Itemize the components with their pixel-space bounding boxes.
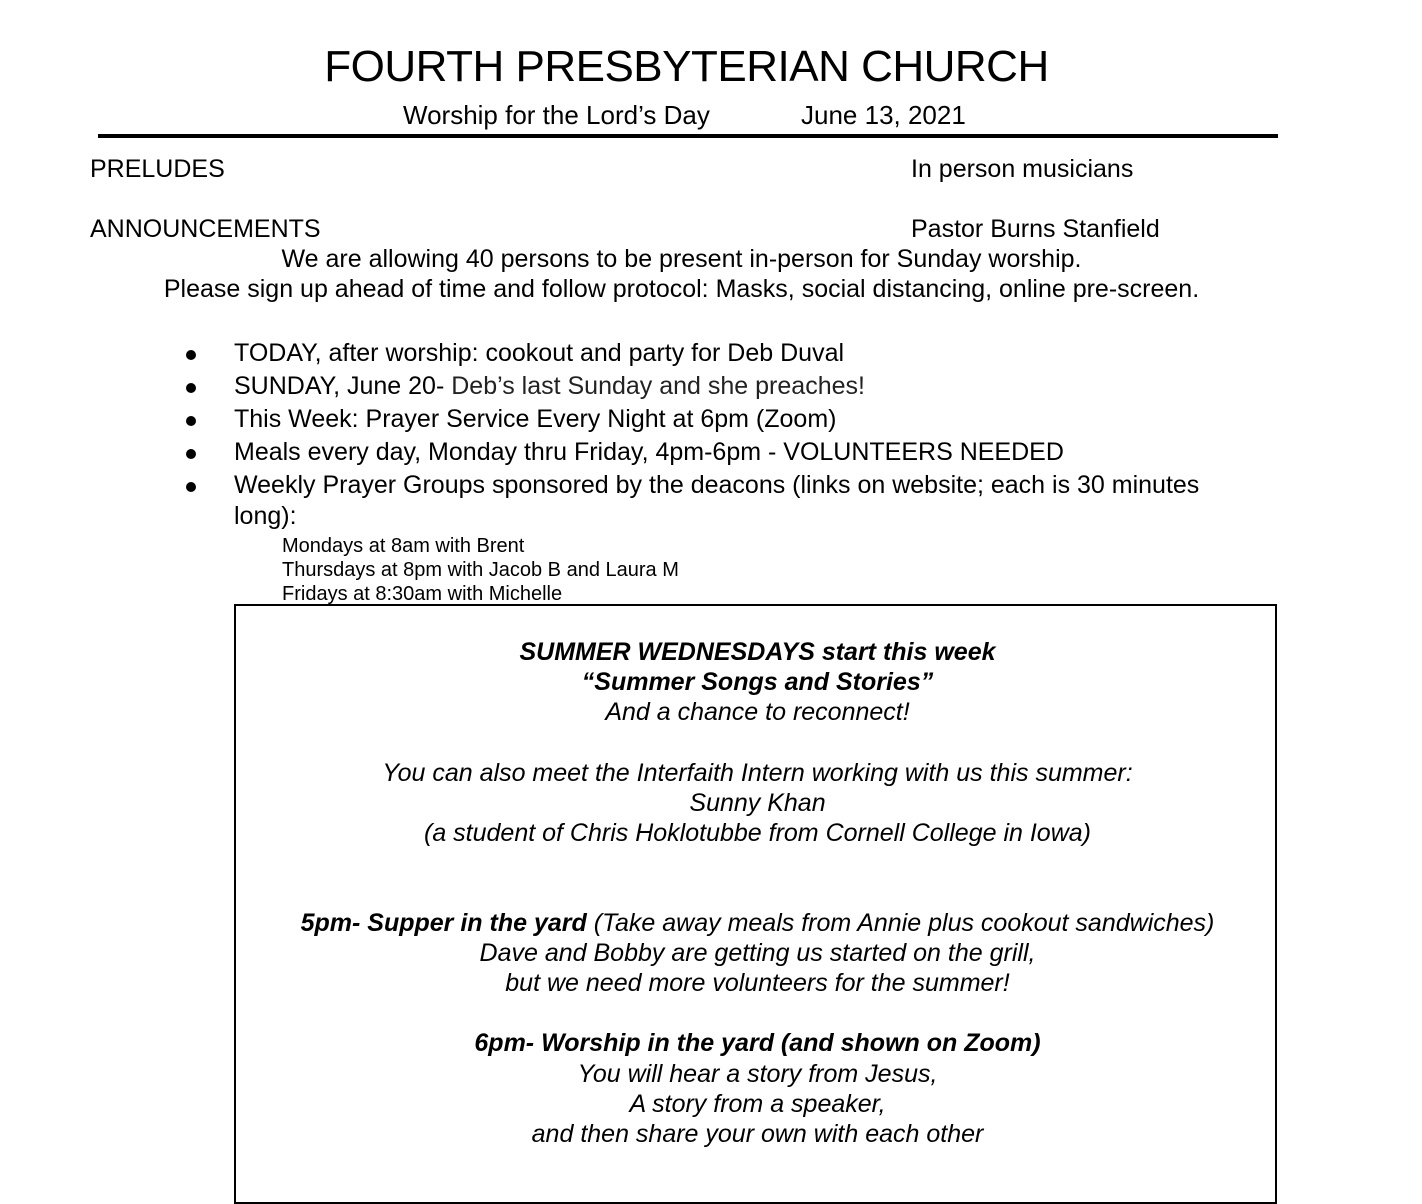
list-item-text: Weekly Prayer Groups sponsored by the deacons (links on website; each is 30 minutes long): xyxy=(234,471,1200,530)
supper-line xyxy=(236,909,1279,938)
box-headline: SUMMER WEDNESDAYS start this week xyxy=(519,638,996,666)
list-item-text: TODAY, after worship: cookout and party for Deb Duval xyxy=(234,339,845,367)
page-title: FOURTH PRESBYTERIAN CHURCH xyxy=(324,42,1049,91)
order-item-announcements-leader: Pastor Burns Stanfield xyxy=(911,215,1160,243)
order-item-preludes: PRELUDES xyxy=(90,155,225,183)
list-item xyxy=(186,338,1266,369)
supper-note: (Take away meals from Annie plus cookout sandwiches) xyxy=(586,909,1215,937)
list-item xyxy=(186,404,1266,435)
order-item-announcements: ANNOUNCEMENTS xyxy=(90,215,321,243)
worship-line-3: A story from a speaker, xyxy=(629,1090,886,1118)
protocol-note: Please sign up ahead of time and follow protocol: Masks, social distancing, online pre-screen. xyxy=(163,275,1200,303)
prayer-group: Fridays at 8:30am with Michelle xyxy=(282,583,563,605)
header-rule xyxy=(98,134,1278,138)
bullet-icon xyxy=(186,350,196,360)
supper-line-3: but we need more volunteers for the summer! xyxy=(505,969,1010,997)
bullet-icon xyxy=(186,482,196,492)
attendance-note: We are allowing 40 persons to be present in-person for Sunday worship. xyxy=(281,245,1082,273)
box-series: “Summer Songs and Stories” xyxy=(581,668,934,696)
list-item-text: SUNDAY, June 20- xyxy=(234,372,452,400)
summer-wednesdays-box xyxy=(234,604,1277,1204)
subtitle: Worship for the Lord’s Day xyxy=(403,100,710,130)
prayer-group: Mondays at 8am with Brent xyxy=(282,535,525,557)
announcement-list xyxy=(186,338,1266,606)
worship-time: 6pm- Worship in the yard (and shown on Zoom) xyxy=(474,1029,1041,1057)
list-item xyxy=(186,470,1266,532)
bullet-icon xyxy=(186,449,196,459)
list-item xyxy=(186,371,1266,402)
worship-line-2: You will hear a story from Jesus, xyxy=(577,1060,938,1088)
supper-time: 5pm- Supper in the yard xyxy=(300,909,587,937)
intern-intro: You can also meet the Interfaith Intern working with us this summer: xyxy=(382,759,1133,787)
bullet-icon xyxy=(186,416,196,426)
list-item xyxy=(186,437,1266,468)
order-item-preludes-leader: In person musicians xyxy=(911,155,1134,183)
prayer-group: Thursdays at 8pm with Jacob B and Laura M xyxy=(282,559,679,581)
bullet-icon xyxy=(186,383,196,393)
intern-name: Sunny Khan xyxy=(689,789,826,817)
service-date: June 13, 2021 xyxy=(801,100,966,130)
box-tagline: And a chance to reconnect! xyxy=(605,698,910,726)
list-item-extra: Deb’s last Sunday and she preaches! xyxy=(451,372,865,400)
list-item-text: This Week: Prayer Service Every Night at 6pm (Zoom) xyxy=(234,405,837,433)
supper-line-2: Dave and Bobby are getting us started on the grill, xyxy=(479,939,1036,967)
list-item-text: Meals every day, Monday thru Friday, 4pm-6pm - VOLUNTEERS NEEDED xyxy=(234,438,1064,466)
worship-line-4: and then share your own with each other xyxy=(531,1120,984,1148)
intern-note: (a student of Chris Hoklotubbe from Cornell College in Iowa) xyxy=(424,819,1091,847)
